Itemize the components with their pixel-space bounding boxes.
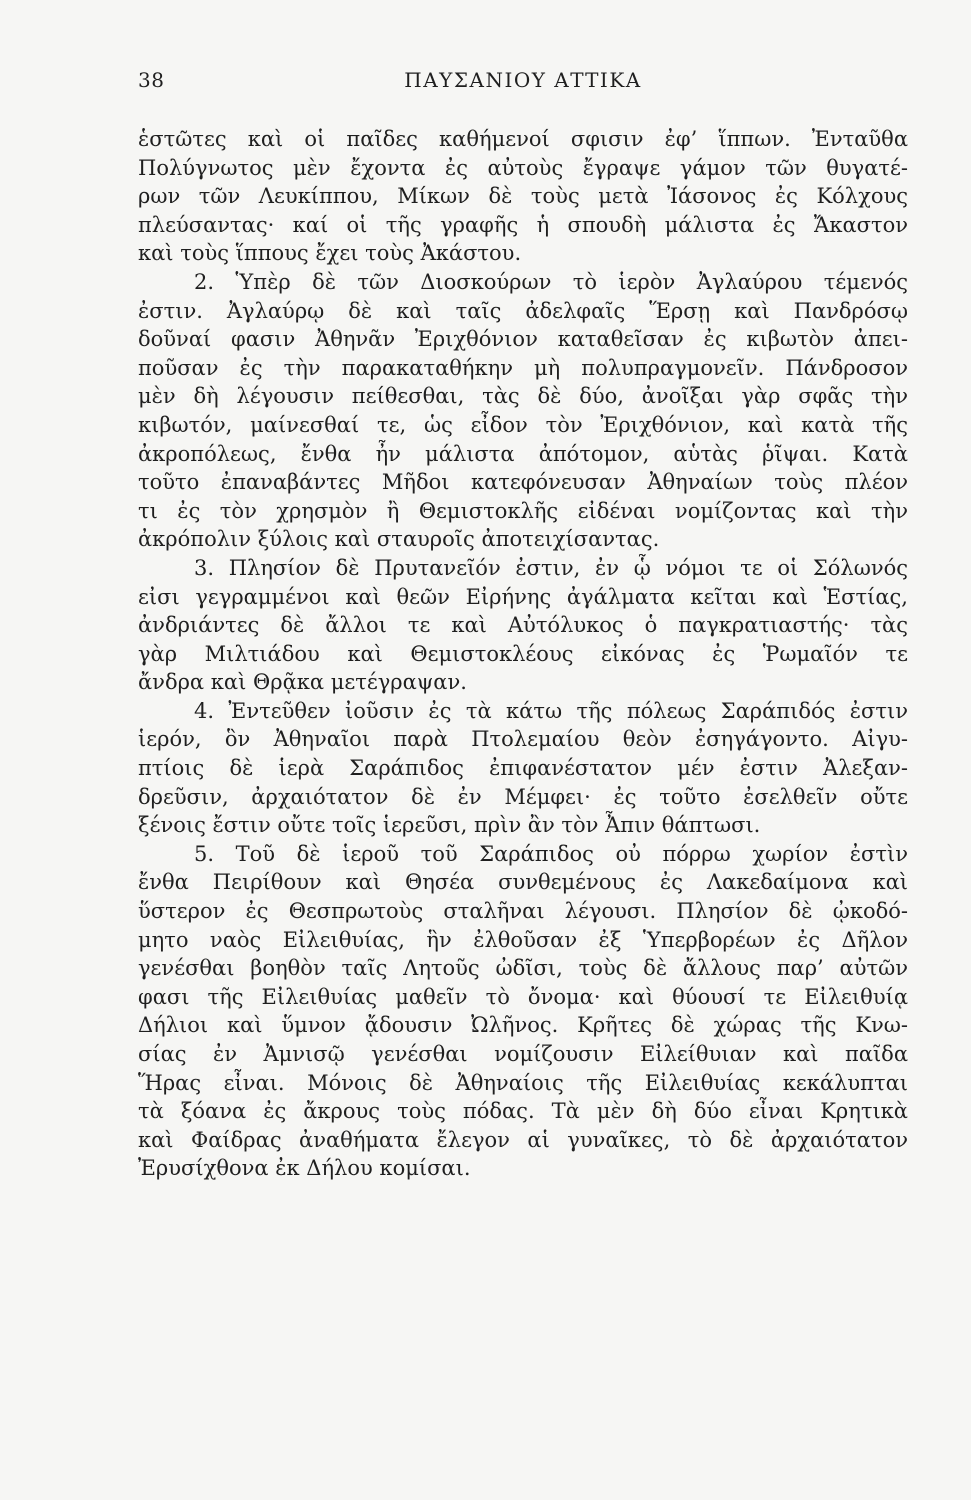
- text-line: σίας ἐν Ἀμνισῷ γενέσθαι νομίζουσιν Εἰλείθυιαν καὶ παῖδα: [138, 1042, 908, 1066]
- text-line: ξένοις ἔστιν οὔτε τοῖς ἱερεῦσι, πρὶν ἂν τὸν Ἆπιν θάπτωσι.: [138, 813, 761, 838]
- text-line: ὕστερον ἐς Θεσπρωτοὺς σταλῆναι λέγουσι. Πλησίον δὲ ᾠκοδό-: [138, 899, 908, 924]
- text-line: τι ἐς τὸν χρησμὸν ἢ Θεμιστοκλῆς εἰδέναι νομίζοντας καὶ τὴν: [138, 498, 908, 523]
- text-line: εἰσι γεγραμμένοι καὶ θεῶν Εἰρήνης ἀγάλματα κεῖται καὶ Ἑστίας,: [138, 584, 908, 609]
- text-line: ἀνδριάντες δὲ ἄλλοι τε καὶ Αὐτόλυκος ὁ παγκρατιαστής· τὰς: [138, 613, 908, 638]
- text-line: πτίοις δὲ ἱερὰ Σαράπιδος ἐπιφανέστατον μέν ἐστιν Ἀλεξαν-: [138, 756, 908, 781]
- text-line: δοῦναί φασιν Ἀθηνᾶν Ἐριχθόνιον καταθεῖσαν ἐς κιβωτὸν ἀπει-: [138, 327, 908, 352]
- text-line: 5. Τοῦ δὲ ἱεροῦ τοῦ Σαράπιδος οὐ πόρρω χωρίον ἐστὶν: [194, 841, 908, 866]
- text-line: ἱερόν, ὃν Ἀθηναῖοι παρὰ Πτολεμαίου θεὸν ἐσηγάγοντο. Αἰγυ-: [138, 727, 908, 752]
- text-line: ἀκρόπολιν ξύλοις καὶ σταυροῖς ἀποτειχίσαντας.: [138, 527, 660, 552]
- text-line: Δήλιοι καὶ ὕμνον ᾄδουσιν Ὠλῆνος. Κρῆτες δὲ χώρας τῆς Κνω-: [138, 1013, 908, 1038]
- text-line: καὶ τοὺς ἵππους ἔχει τοὺς Ἀκάστου.: [138, 241, 522, 266]
- page-number: 38: [138, 68, 165, 92]
- page-header: [138, 68, 908, 98]
- text-line: μὲν δὴ λέγουσιν πείθεσθαι, τὰς δὲ δύο, ἀνοῖξαι γὰρ σφᾶς τὴν: [138, 384, 908, 409]
- text-line: τοῦτο ἐπαναβάντες Μῆδοι κατεφόνευσαν Ἀθηναίων τοὺς πλέον: [138, 470, 908, 495]
- body-text: [138, 125, 908, 1183]
- text-line: γὰρ Μιλτιάδου καὶ Θεμιστοκλέους εἰκόνας ἐς Ῥωμαῖόν τε: [138, 641, 908, 666]
- text-line: γενέσθαι βοηθὸν ταῖς Λητοῦς ὠδῖσι, τοὺς δὲ ἄλλους παρ’ αὐτῶν: [138, 956, 908, 981]
- text-line: πλεύσαντας· καί οἱ τῆς γραφῆς ἡ σπουδὴ μάλιστα ἐς Ἄκαστον: [138, 212, 908, 237]
- text-line: ρων τῶν Λευκίππου, Μίκων δὲ τοὺς μετὰ Ἰάσονος ἐς Κόλχους: [138, 184, 908, 209]
- text-line: 2. Ὑπὲρ δὲ τῶν Διοσκούρων τὸ ἱερὸν Ἀγλαύρου τέμενός: [194, 269, 908, 294]
- text-line: ἑστῶτες καὶ οἱ παῖδες καθήμενοί σφισιν ἐφ’ ἵππων. Ἐνταῦθα: [138, 127, 908, 151]
- text-line: φασι τῆς Εἰλειθυίας μαθεῖν τὸ ὄνομα· καὶ θύουσί τε Εἰλειθυίᾳ: [138, 984, 908, 1009]
- text-line: μητο ναὸς Εἰλειθυίας, ἣν ἐλθοῦσαν ἐξ Ὑπερβορέων ἐς Δῆλον: [138, 927, 908, 952]
- text-line: καὶ Φαίδρας ἀναθήματα ἔλεγον αἱ γυναῖκες, τὸ δὲ ἀρχαιότατον: [138, 1127, 908, 1152]
- text-line: ἔνθα Πειρίθουν καὶ Θησέα συνθεμένους ἐς Λακεδαίμονα καὶ: [138, 870, 908, 895]
- text-line: κιβωτόν, μαίνεσθαί τε, ὡς εἶδον τὸν Ἐριχθόνιον, καὶ κατὰ τῆς: [138, 412, 908, 437]
- text-line: ἐστιν. Ἀγλαύρῳ δὲ καὶ ταῖς ἀδελφαῖς Ἕρσῃ καὶ Πανδρόσῳ: [138, 298, 908, 323]
- text-line: 4. Ἐντεῦθεν ἰοῦσιν ἐς τὰ κάτω τῆς πόλεως Σαράπιδός ἐστιν: [194, 698, 908, 723]
- text-line: Ἐρυσίχθονα ἐκ Δήλου κομίσαι.: [138, 1156, 471, 1181]
- text-line: Πολύγνωτος μὲν ἔχοντα ἐς αὐτοὺς ἔγραψε γάμον τῶν θυγατέ-: [138, 155, 908, 180]
- text-line: ἄνδρα καὶ Θρᾷκα μετέγραψαν.: [138, 670, 467, 695]
- text-line: ποῦσαν ἐς τὴν παρακαταθήκην μὴ πολυπραγμονεῖν. Πάνδροσον: [138, 355, 908, 380]
- text-line: δρεῦσιν, ἀρχαιότατον δὲ ἐν Μέμφει· ἐς τοῦτο ἐσελθεῖν οὔτε: [138, 784, 908, 809]
- text-line: τὰ ξόανα ἐς ἄκρους τοὺς πόδας. Τὰ μὲν δὴ δύο εἶναι Κρητικὰ: [138, 1099, 908, 1124]
- running-title: ΠΑΥΣΑΝΙΟΥ ΑΤΤΙΚΑ: [404, 68, 642, 92]
- text-line: Ἥρας εἶναι. Μόνοις δὲ Ἀθηναίοις τῆς Εἰλειθυίας κεκάλυπται: [138, 1070, 908, 1095]
- text-line: 3. Πλησίον δὲ Πρυτανεῖόν ἐστιν, ἐν ᾧ νόμοι τε οἱ Σόλωνός: [194, 555, 908, 580]
- text-line: ἀκροπόλεως, ἔνθα ἦν μάλιστα ἀπότομον, αὑτὰς ῥῖψαι. Κατὰ: [138, 441, 908, 466]
